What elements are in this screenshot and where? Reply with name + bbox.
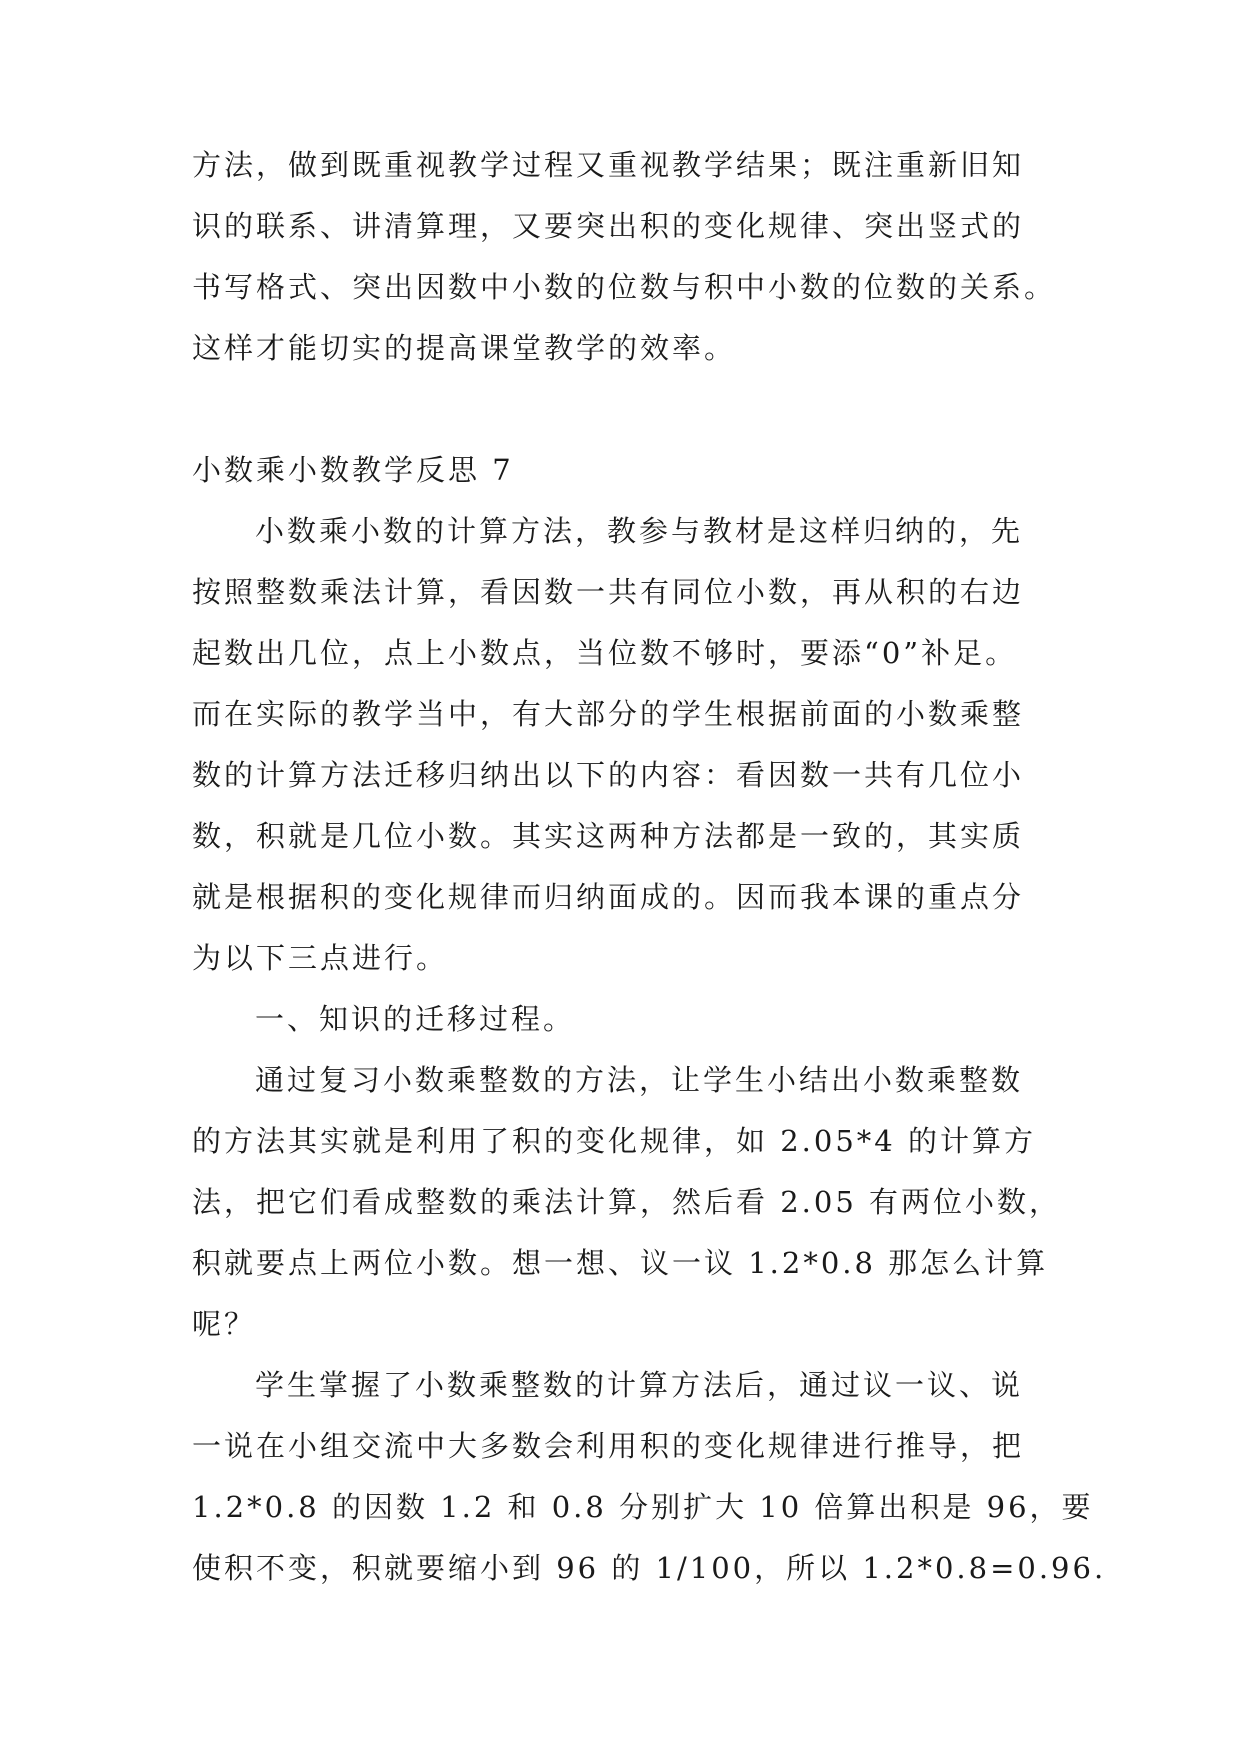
intro-line-3: 书写格式、突出因数中小数的位数与积中小数的位数的关系。 <box>192 270 1057 304</box>
paragraph3-line-4: 使积不变，积就要缩小到 96 的 1/100，所以 1.2*0.8=0.96. <box>192 1551 1107 1585</box>
intro-line-4: 这样才能切实的提高课堂教学的效率。 <box>192 331 737 365</box>
paragraph1-line-7: 就是根据积的变化规律而归纳面成的。因而我本课的重点分 <box>192 880 1025 914</box>
paragraph1-line-8: 为以下三点进行。 <box>192 941 449 975</box>
paragraph1-line-5: 数的计算方法迁移归纳出以下的内容：看因数一共有几位小 <box>192 758 1025 792</box>
paragraph3-line-3: 1.2*0.8 的因数 1.2 和 0.8 分别扩大 10 倍算出积是 96，要 <box>192 1490 1094 1524</box>
heading-knowledge-transfer: 一、知识的迁移过程。 <box>255 1002 576 1036</box>
paragraph1-line-4: 而在实际的教学当中，有大部分的学生根据前面的小数乘整 <box>192 697 1025 731</box>
paragraph3-line-1: 学生掌握了小数乘整数的计算方法后，通过议一议、说 <box>255 1368 1024 1402</box>
paragraph3-line-2: 一说在小组交流中大多数会利用积的变化规律进行推导，把 <box>192 1429 1025 1463</box>
paragraph1-line-6: 数，积就是几位小数。其实这两种方法都是一致的，其实质 <box>192 819 1025 853</box>
paragraph2-line-3: 法，把它们看成整数的乘法计算，然后看 2.05 有两位小数， <box>192 1185 1062 1219</box>
paragraph1-line-2: 按照整数乘法计算，看因数一共有同位小数，再从积的右边 <box>192 575 1025 609</box>
section-title: 小数乘小数教学反思 7 <box>192 453 514 487</box>
paragraph2-line-1: 通过复习小数乘整数的方法，让学生小结出小数乘整数 <box>255 1063 1024 1097</box>
paragraph1-line-3: 起数出几位，点上小数点，当位数不够时，要添“0”补足。 <box>192 636 1018 670</box>
paragraph2-line-4: 积就要点上两位小数。想一想、议一议 1.2*0.8 那怎么计算 <box>192 1246 1049 1280</box>
paragraph2-line-2: 的方法其实就是利用了积的变化规律，如 2.05*4 的计算方 <box>192 1124 1036 1158</box>
paragraph2-line-5: 呢？ <box>192 1307 257 1341</box>
intro-line-1: 方法，做到既重视教学过程又重视教学结果；既注重新旧知 <box>192 148 1025 182</box>
paragraph1-line-1: 小数乘小数的计算方法，教参与教材是这样归纳的，先 <box>255 514 1024 548</box>
intro-line-2: 识的联系、讲清算理，又要突出积的变化规律、突出竖式的 <box>192 209 1025 243</box>
